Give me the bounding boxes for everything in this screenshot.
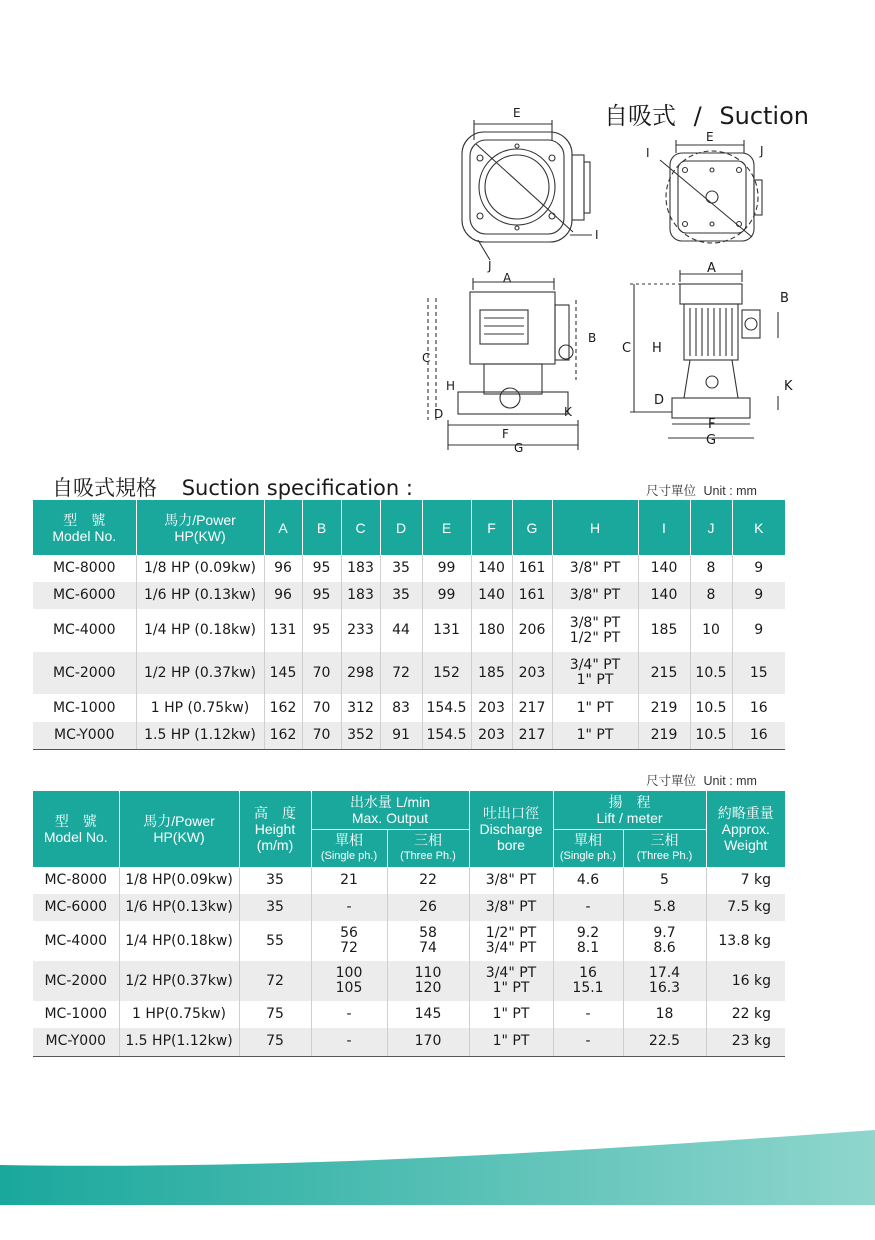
cell-model: MC-Y000	[33, 1028, 119, 1056]
cell-G: 161	[512, 582, 552, 609]
label-E: E	[706, 130, 714, 144]
cell-E: 99	[422, 582, 471, 609]
cell-model: MC-2000	[33, 652, 136, 694]
cell-J: 10	[690, 609, 732, 652]
header-dim-C: C	[341, 500, 380, 555]
performance-table	[33, 791, 785, 1057]
cell-F: 140	[471, 582, 512, 609]
cell-weight: 16 kg	[706, 961, 785, 1001]
cell-A: 145	[264, 652, 302, 694]
cell-K: 16	[749, 699, 768, 716]
cell-C: 312	[341, 694, 380, 722]
cell-E: 99	[422, 555, 471, 582]
header-output-single: 單相 (Single ph.)	[311, 829, 387, 867]
header-output-three: 三相 (Three Ph.)	[387, 829, 469, 867]
label-D: D	[654, 393, 665, 408]
dimension-table	[33, 500, 785, 750]
header-model: 型 號 Model No.	[33, 500, 136, 555]
cell-lift-three: 9.7 8.6	[623, 921, 706, 961]
cell-lift-single: 16 15.1	[553, 961, 623, 1001]
header-lift-three: 三相 (Three Ph.)	[623, 829, 706, 867]
cell-model: MC-4000	[33, 921, 119, 961]
table-row	[33, 722, 785, 749]
cell-power: 1/2 HP (0.37kw)	[136, 652, 264, 694]
cell-model: MC-Y000	[33, 722, 136, 749]
cell-model: MC-1000	[33, 694, 136, 722]
unit-label-zh: 尺寸單位	[646, 774, 697, 788]
cell-output-three: 145	[387, 1001, 469, 1028]
cell-D: 72	[380, 652, 422, 694]
cell-D: 44	[380, 609, 422, 652]
label-C: C	[422, 351, 431, 365]
label-B: B	[588, 331, 597, 345]
header-dim-K: K	[732, 500, 785, 555]
cell-power: 1/2 HP(0.37kw)	[119, 961, 239, 1001]
cell-height: 75	[239, 1028, 311, 1056]
cell-discharge: 1" PT	[469, 1001, 553, 1028]
cell-J: 10.5	[690, 722, 732, 749]
cell-power: 1.5 HP (1.12kw)	[136, 722, 264, 749]
cell-G: 217	[512, 694, 552, 722]
label-I: I	[595, 228, 599, 242]
cell-output-three: 26	[387, 894, 469, 921]
cell-lift-single: -	[553, 894, 623, 921]
label-E: E	[513, 106, 521, 120]
cell-output-three: 110 120	[387, 961, 469, 1001]
cell-D: 35	[380, 582, 422, 609]
cell-J: 8	[690, 555, 732, 582]
cell-height: 72	[239, 961, 311, 1001]
cell-output-three: 58 74	[387, 921, 469, 961]
cell-output-three: 22	[387, 867, 469, 894]
cell-K: 16	[732, 722, 785, 749]
label-F: F	[502, 427, 509, 441]
cell-discharge: 3/8" PT	[469, 867, 553, 894]
header-weight: 約略重量 Approx. Weight	[706, 791, 785, 867]
cell-K: 9	[732, 582, 785, 609]
table-row	[33, 1028, 785, 1056]
label-D: D	[434, 407, 444, 421]
header-dim-H: H	[552, 500, 638, 555]
cell-power: 1 HP (0.75kw)	[136, 694, 264, 722]
header-model: 型 號 Model No.	[33, 791, 119, 867]
table-row	[33, 867, 785, 894]
table-row	[33, 694, 785, 722]
cell-model: MC-6000	[33, 582, 136, 609]
label-I: I	[646, 146, 650, 160]
cell-B: 95	[302, 582, 341, 609]
table-row	[33, 555, 785, 582]
cell-power: 1/4 HP (0.18kw)	[136, 609, 264, 652]
cell-F: 180	[471, 609, 512, 652]
dimension-table-header	[33, 500, 785, 555]
cell-I: 215	[638, 652, 690, 694]
unit-label-en: Unit : mm	[703, 774, 757, 788]
cell-output-three: 170	[387, 1028, 469, 1056]
cell-H: 3/8" PT	[552, 582, 638, 609]
cell-weight: 7.5 kg	[706, 894, 785, 921]
cell-J: 10.5	[690, 652, 732, 694]
cell-power: 1/8 HP(0.09kw)	[119, 867, 239, 894]
cell-G: 206	[512, 609, 552, 652]
cell-model: MC-6000	[33, 894, 119, 921]
cell-weight: 7 kg	[740, 872, 772, 889]
cell-C: 183	[341, 582, 380, 609]
header-power: 馬力/Power HP(KW)	[119, 791, 239, 867]
cell-C: 183	[341, 555, 380, 582]
header-discharge: 吐出口徑 Discharge bore	[469, 791, 553, 867]
cell-model: MC-1000	[33, 1001, 119, 1028]
cell-B: 70	[302, 722, 341, 749]
header-lift: 揚 程 Lift / meter	[553, 791, 706, 829]
cell-output-single: 100 105	[311, 961, 387, 1001]
label-F: F	[708, 417, 716, 432]
cell-A: 162	[264, 694, 302, 722]
cell-G: 217	[512, 722, 552, 749]
cell-F: 185	[471, 652, 512, 694]
cell-A: 96	[264, 582, 302, 609]
label-J: J	[488, 259, 492, 273]
cell-height: 75	[239, 1001, 311, 1028]
performance-table-header	[33, 791, 785, 829]
table-row	[33, 894, 785, 921]
cell-E: 154.5	[422, 694, 471, 722]
header-dim-J: J	[690, 500, 732, 555]
unit-label-zh: 尺寸單位	[646, 484, 697, 498]
cell-lift-three: 18	[623, 1001, 706, 1028]
label-J: J	[760, 144, 764, 158]
cell-K: 9	[754, 560, 764, 576]
cell-G: 161	[512, 555, 552, 582]
spec-title	[52, 472, 413, 502]
table-row	[33, 609, 785, 652]
cell-B: 70	[302, 694, 341, 722]
cell-I: 219	[638, 722, 690, 749]
cell-weight: 13.8 kg	[718, 932, 772, 949]
unit-label-1	[646, 481, 757, 499]
cell-power: 1.5 HP(1.12kw)	[119, 1028, 239, 1056]
cell-E: 152	[422, 652, 471, 694]
cell-lift-single: -	[553, 1001, 623, 1028]
label-A: A	[503, 271, 512, 285]
cell-weight: 22 kg	[731, 1006, 772, 1022]
header-dim-E: E	[422, 500, 471, 555]
unit-label-2	[646, 771, 757, 789]
cell-C: 298	[341, 652, 380, 694]
cell-H: 3/8" PT 1/2" PT	[552, 609, 638, 652]
label-G: G	[514, 441, 524, 455]
cell-output-single: -	[311, 1001, 387, 1028]
cell-A: 96	[264, 555, 302, 582]
label-H: H	[652, 341, 662, 356]
cell-model: MC-2000	[33, 961, 119, 1001]
cell-height: 35	[239, 867, 311, 894]
table-row	[33, 961, 785, 1001]
cell-output-single: 21	[311, 867, 387, 894]
cell-H: 3/4" PT 1" PT	[552, 652, 638, 694]
cell-F: 203	[471, 694, 512, 722]
cell-model: MC-8000	[33, 555, 136, 582]
cell-E: 131	[422, 609, 471, 652]
heading-zh: 自吸式	[604, 102, 676, 130]
header-height: 高 度 Height (m/m)	[239, 791, 311, 867]
cell-model: MC-8000	[33, 867, 119, 894]
cell-lift-three: 5.8	[623, 894, 706, 921]
cell-power: 1 HP(0.75kw)	[119, 1001, 239, 1028]
cell-F: 140	[471, 555, 512, 582]
label-C: C	[622, 341, 632, 356]
cell-B: 95	[302, 555, 341, 582]
cell-power: 1/6 HP (0.13kw)	[136, 582, 264, 609]
unit-label-en: Unit : mm	[703, 484, 757, 498]
cell-power: 1/8 HP (0.09kw)	[136, 555, 264, 582]
header-dim-F: F	[471, 500, 512, 555]
label-K: K	[784, 379, 793, 394]
decorative-wave	[0, 1120, 875, 1240]
spec-title-zh: 自吸式規格	[52, 476, 157, 500]
pump-top-view-left	[440, 100, 610, 275]
cell-model: MC-4000	[33, 609, 136, 652]
cell-A: 162	[264, 722, 302, 749]
cell-D: 91	[380, 722, 422, 749]
heading-separator: /	[693, 102, 702, 130]
cell-lift-single: -	[553, 1028, 623, 1056]
cell-C: 352	[341, 722, 380, 749]
cell-lift-three: 17.4 16.3	[623, 961, 706, 1001]
spec-title-en: Suction specification :	[181, 476, 413, 500]
cell-discharge: 1" PT	[469, 1028, 553, 1056]
header-dim-A: A	[264, 500, 302, 555]
cell-discharge: 1/2" PT 3/4" PT	[469, 921, 553, 961]
cell-A: 131	[264, 609, 302, 652]
cell-discharge: 3/4" PT 1" PT	[469, 961, 553, 1001]
cell-B: 95	[302, 609, 341, 652]
cell-H: 3/8" PT	[552, 555, 638, 582]
cell-H: 1" PT	[552, 694, 638, 722]
table-row	[33, 652, 785, 694]
label-G: G	[706, 433, 717, 448]
cell-power: 1/6 HP(0.13kw)	[119, 894, 239, 921]
header-lift-single: 單相 (Single ph.)	[553, 829, 623, 867]
cell-height: 55	[239, 921, 311, 961]
cell-C: 233	[341, 609, 380, 652]
cell-lift-single: 4.6	[553, 867, 623, 894]
cell-lift-three: 22.5	[623, 1028, 706, 1056]
header-dim-G: G	[512, 500, 552, 555]
header-power: 馬力/Power HP(KW)	[136, 500, 264, 555]
cell-E: 154.5	[422, 722, 471, 749]
table-row	[33, 1001, 785, 1028]
cell-K: 9	[754, 622, 764, 638]
cell-D: 83	[380, 694, 422, 722]
cell-power: 1/4 HP(0.18kw)	[119, 921, 239, 961]
cell-lift-three: 5	[623, 867, 706, 894]
cell-weight: 23 kg	[706, 1028, 785, 1056]
cell-I: 185	[638, 609, 690, 652]
cell-height: 35	[239, 894, 311, 921]
cell-discharge: 3/8" PT	[469, 894, 553, 921]
heading-en: Suction	[719, 102, 809, 130]
cell-I: 140	[638, 555, 690, 582]
cell-output-single: 56 72	[311, 921, 387, 961]
pump-front-view-right	[620, 258, 800, 450]
cell-D: 35	[380, 555, 422, 582]
cell-H: 1" PT	[552, 722, 638, 749]
cell-G: 203	[512, 652, 552, 694]
cell-lift-single: 9.2 8.1	[553, 921, 623, 961]
cell-F: 203	[471, 722, 512, 749]
pump-top-view-right	[640, 125, 780, 255]
header-dim-I: I	[638, 500, 690, 555]
table-row	[33, 582, 785, 609]
cell-J: 8	[690, 582, 732, 609]
header-dim-D: D	[380, 500, 422, 555]
cell-output-single: -	[311, 894, 387, 921]
label-A: A	[707, 261, 716, 276]
cell-output-single: -	[311, 1028, 387, 1056]
cell-K: 15	[732, 652, 785, 694]
header-dim-B: B	[302, 500, 341, 555]
label-B: B	[780, 291, 789, 306]
table-row	[33, 921, 785, 961]
header-output: 出水量 L/min Max. Output	[311, 791, 469, 829]
cell-B: 70	[302, 652, 341, 694]
cell-I: 140	[638, 582, 690, 609]
cell-I: 219	[638, 694, 690, 722]
cell-J: 10.5	[690, 694, 732, 722]
pump-front-view-left	[418, 270, 598, 460]
label-H: H	[446, 379, 456, 393]
label-K: K	[564, 405, 572, 419]
